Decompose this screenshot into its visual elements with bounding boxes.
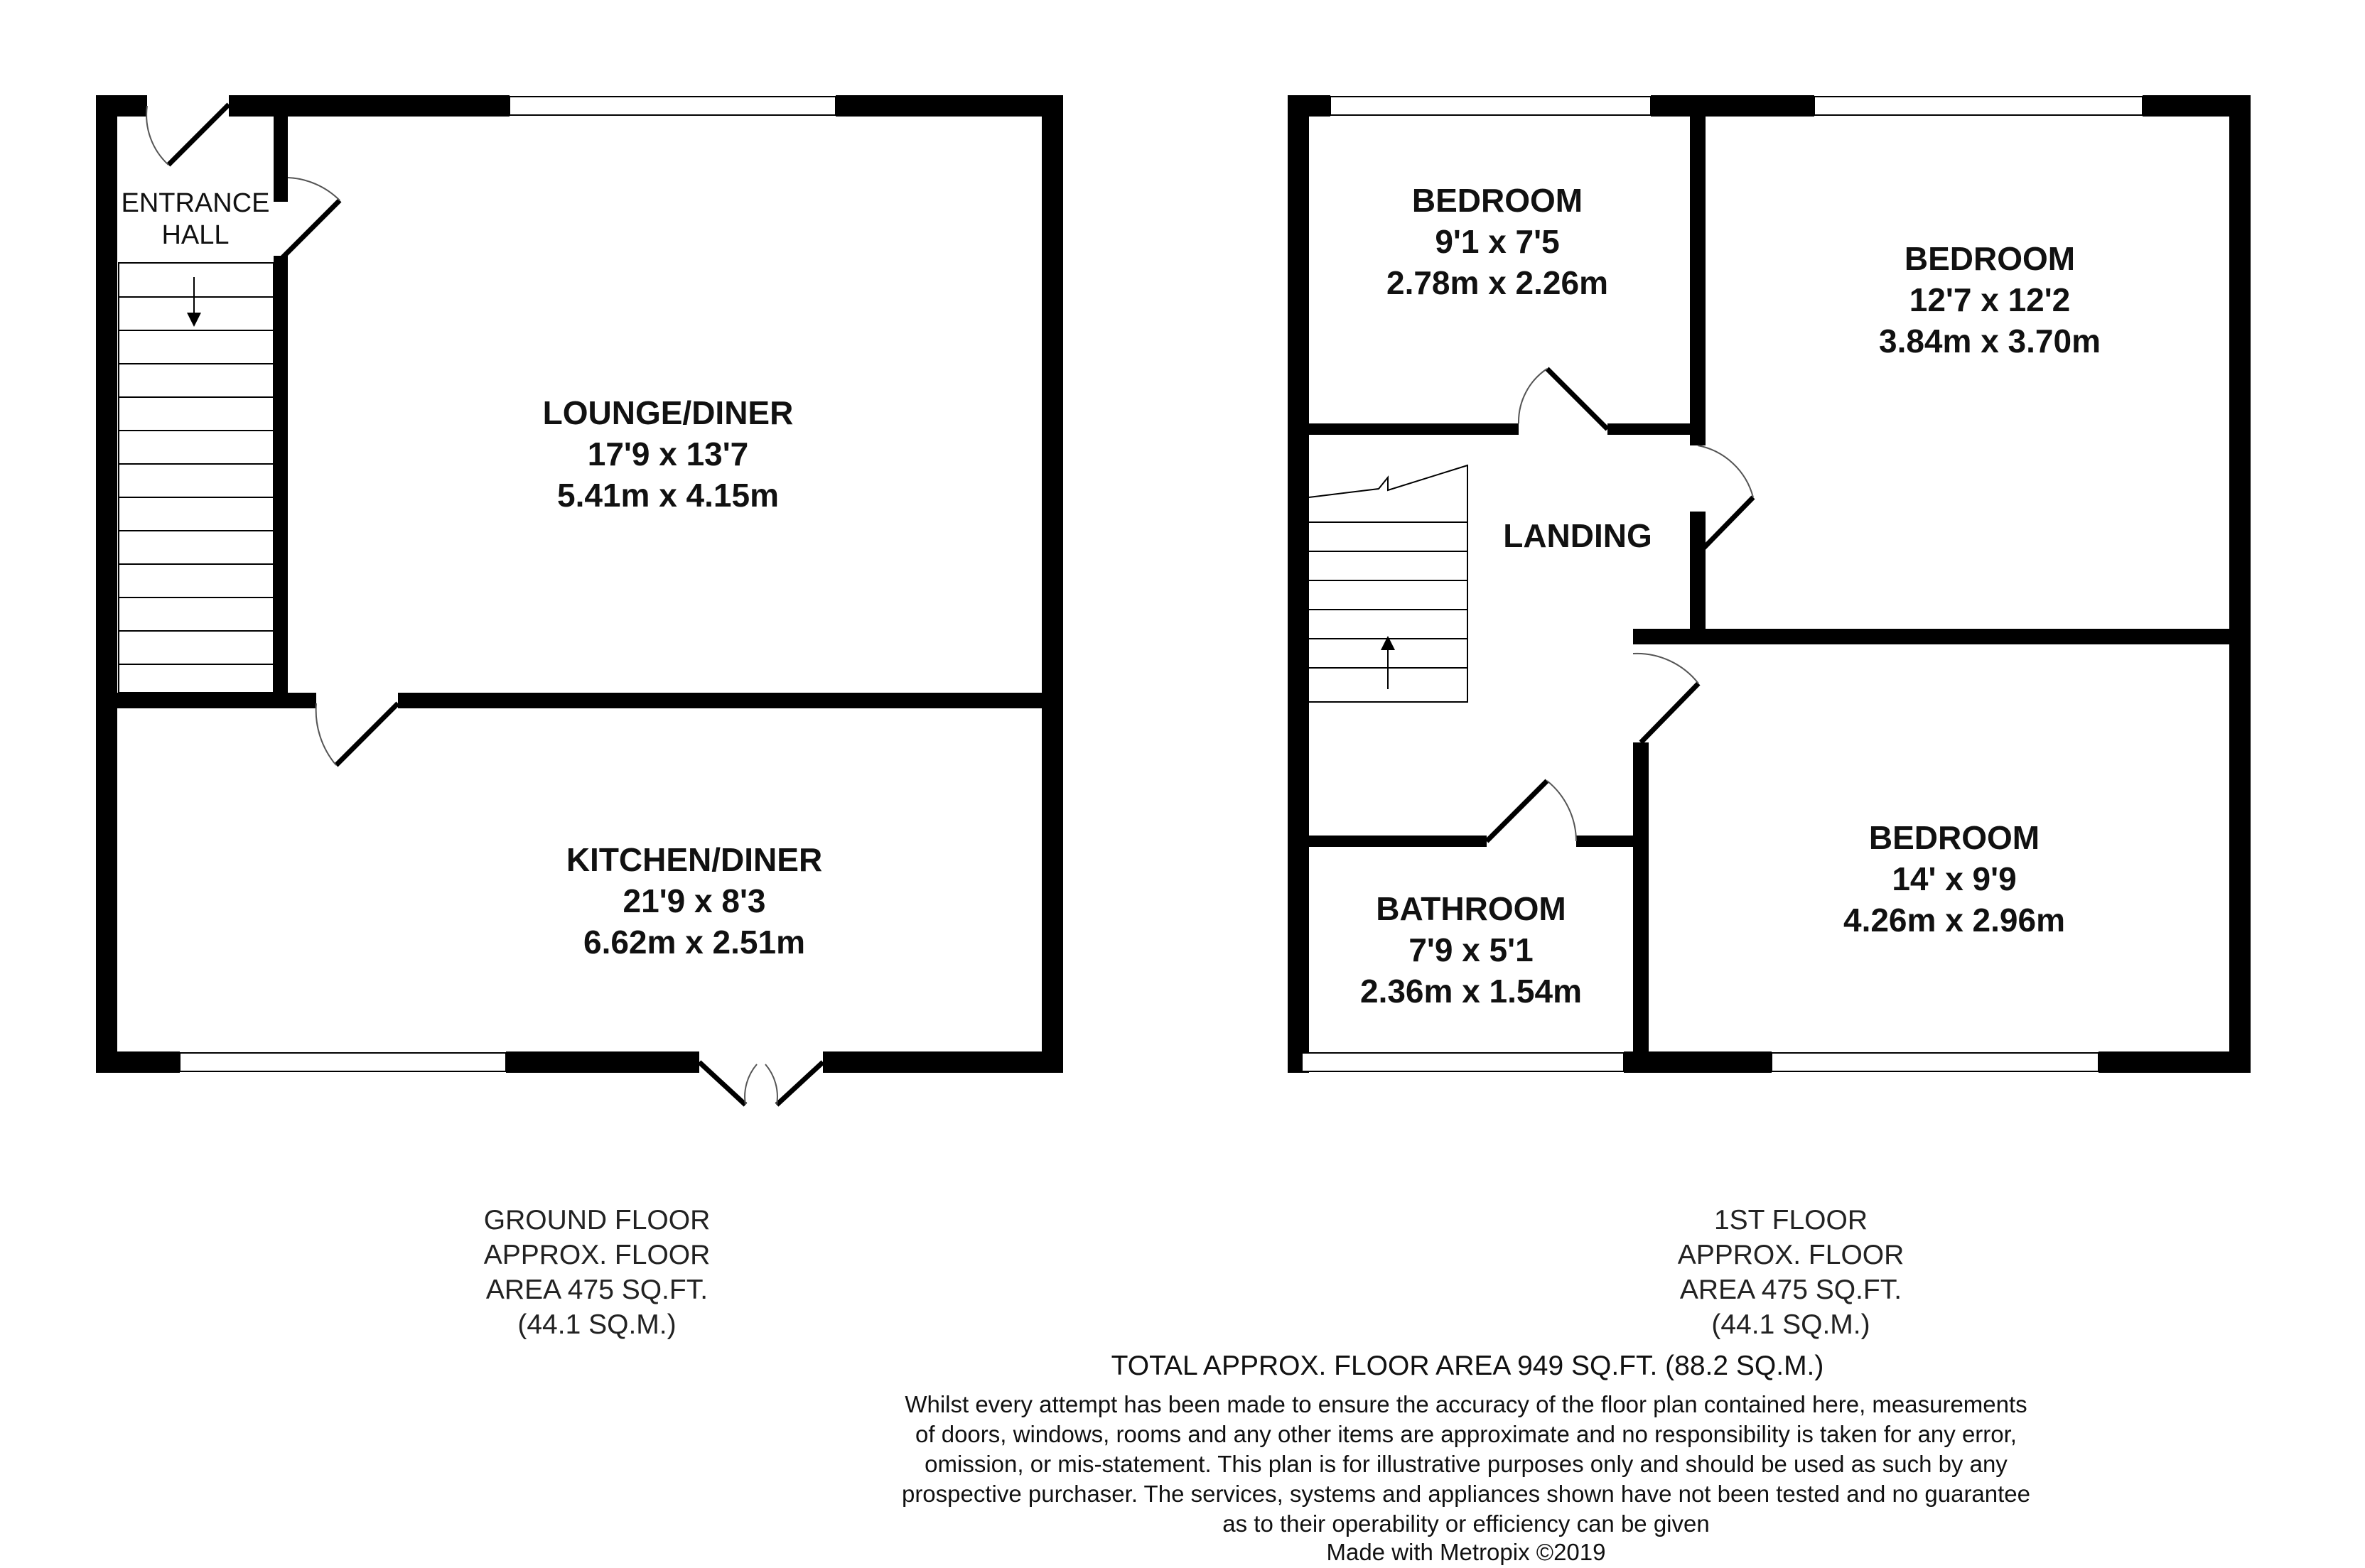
room-name: KITCHEN/DINER xyxy=(566,841,823,878)
room-dimensions-metric: 4.26m x 2.96m xyxy=(1843,902,2066,939)
ground-floor-labels xyxy=(121,188,822,961)
first-floor-stairs xyxy=(1309,465,1467,702)
room-dimensions-imperial: 21'9 x 8'3 xyxy=(623,882,766,919)
room-name: LANDING xyxy=(1503,517,1652,554)
room-dimensions-metric: 5.41m x 4.15m xyxy=(556,477,780,514)
ground-floor-caption xyxy=(484,1205,711,1340)
disclaimer-line: of doors, windows, rooms and any other items are approximate and no responsibility is taken for any error, xyxy=(915,1421,2017,1447)
caption-line: GROUND FLOOR xyxy=(483,1205,711,1236)
first-floor-labels xyxy=(1360,182,2101,1010)
window xyxy=(510,97,836,115)
credit: Made with Metropix ©2019 xyxy=(1326,1539,1606,1565)
room-dimensions-imperial: 17'9 x 13'7 xyxy=(587,436,749,472)
window xyxy=(1814,97,2143,115)
room-name: BATHROOM xyxy=(1376,890,1566,927)
disclaimer-line: Whilst every attempt has been made to ensure the accuracy of the floor plan contained here, measurements xyxy=(905,1391,2027,1417)
caption-line: AREA 475 SQ.FT. xyxy=(485,1275,709,1305)
room-name: HALL xyxy=(161,220,230,250)
room-dimensions-metric: 2.78m x 2.26m xyxy=(1386,264,1609,301)
ground-floor-stairs xyxy=(119,263,274,693)
caption-line: AREA 475 SQ.FT. xyxy=(1679,1275,1902,1305)
disclaimer-line: as to their operability or efficiency can be given xyxy=(1222,1510,1710,1537)
room-dimensions-imperial: 7'9 x 5'1 xyxy=(1408,931,1534,968)
window xyxy=(1330,97,1651,115)
window xyxy=(180,1053,506,1071)
room-dimensions-metric: 2.36m x 1.54m xyxy=(1359,973,1583,1010)
room-name: LOUNGE/DINER xyxy=(542,394,794,431)
total-floor-area: TOTAL APPROX. FLOOR AREA 949 SQ.FT. (88.2 SQ.M.) xyxy=(1111,1351,1824,1381)
room-dimensions-metric: 6.62m x 2.51m xyxy=(583,924,806,961)
disclaimer-line: prospective purchaser. The services, systems and appliances shown have not been tested and no guarantee xyxy=(901,1481,2031,1507)
room-name: BEDROOM xyxy=(1411,182,1583,219)
room-dimensions-imperial: 14' x 9'9 xyxy=(1892,860,2017,897)
disclaimer-line: omission, or mis-statement. This plan is for illustrative purposes only and should be used as such by any xyxy=(925,1451,2008,1477)
room-name: BEDROOM xyxy=(1868,819,2040,856)
first-floor-doors xyxy=(1487,369,1753,841)
first-floor-caption xyxy=(1678,1205,1905,1340)
room-dimensions-imperial: 12'7 x 12'2 xyxy=(1909,281,2071,318)
caption-line: APPROX. FLOOR xyxy=(1677,1240,1905,1270)
caption-line: (44.1 SQ.M.) xyxy=(517,1309,677,1340)
caption-line: (44.1 SQ.M.) xyxy=(1711,1309,1870,1340)
caption-line: APPROX. FLOOR xyxy=(483,1240,711,1270)
room-name: BEDROOM xyxy=(1904,240,2076,277)
ground-floor-walls xyxy=(96,95,1063,1073)
room-name: ENTRANCE xyxy=(121,188,270,218)
room-dimensions-metric: 3.84m x 3.70m xyxy=(1878,323,2101,359)
window xyxy=(1302,1053,1624,1071)
disclaimer xyxy=(902,1391,2030,1565)
window xyxy=(1772,1053,2099,1071)
caption-line: 1ST FLOOR xyxy=(1713,1205,1868,1236)
room-dimensions-imperial: 9'1 x 7'5 xyxy=(1435,223,1560,260)
